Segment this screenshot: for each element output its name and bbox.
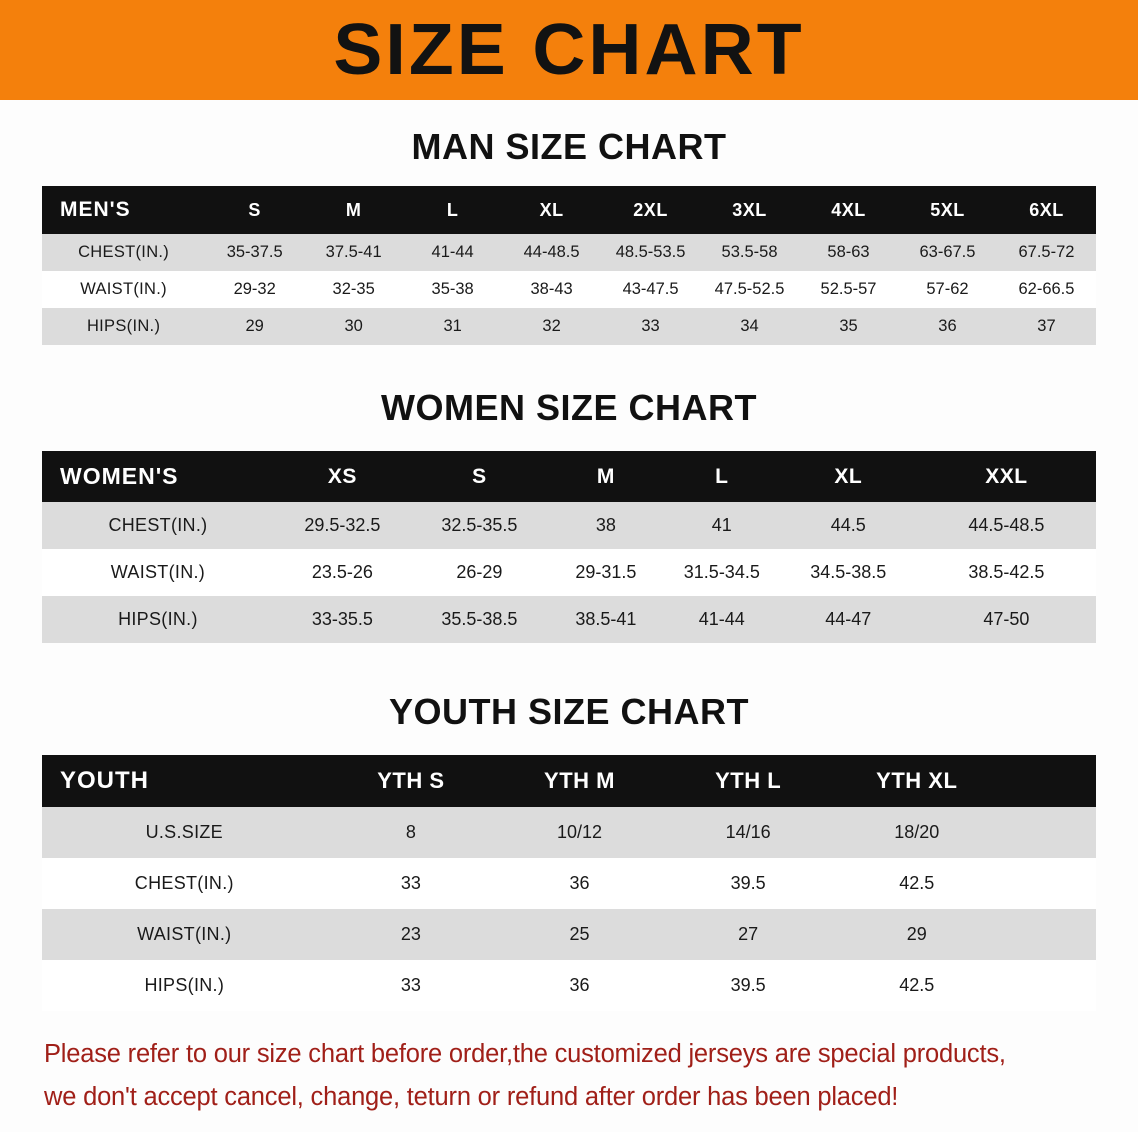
women-row-1-label: WAIST(IN.) xyxy=(42,549,274,596)
youth-row-2-cell-0: 23 xyxy=(327,909,496,960)
women-header-cell-5: XL xyxy=(780,451,917,502)
youth-row-1-spacer xyxy=(1001,858,1096,909)
man-header-cell-8: 5XL xyxy=(898,186,997,234)
youth-row-0-label: U.S.SIZE xyxy=(42,807,327,858)
man-row-0-cell-8: 67.5-72 xyxy=(997,234,1096,271)
youth-header-cell-3: YTH L xyxy=(664,755,833,807)
table-row xyxy=(42,807,1096,858)
youth-row-2-cell-1: 25 xyxy=(495,909,664,960)
women-header-cell-1: XS xyxy=(274,451,411,502)
man-header-cell-1: S xyxy=(205,186,304,234)
youth-header-cell-4: YTH XL xyxy=(832,755,1001,807)
man-header-cell-5: 2XL xyxy=(601,186,700,234)
table-row xyxy=(42,502,1096,549)
table-header-row xyxy=(42,186,1096,234)
women-row-2-cell-3: 41-44 xyxy=(664,596,780,643)
table-row xyxy=(42,858,1096,909)
women-row-2-cell-2: 38.5-41 xyxy=(548,596,664,643)
man-row-1-cell-3: 38-43 xyxy=(502,271,601,308)
youth-row-2-cell-2: 27 xyxy=(664,909,833,960)
man-header-cell-7: 4XL xyxy=(799,186,898,234)
table-row xyxy=(42,909,1096,960)
women-row-1-cell-0: 23.5-26 xyxy=(274,549,411,596)
youth-row-3-cell-1: 36 xyxy=(495,960,664,1011)
youth-header-cell-1: YTH S xyxy=(327,755,496,807)
youth-row-3-label: HIPS(IN.) xyxy=(42,960,327,1011)
women-row-0-label: CHEST(IN.) xyxy=(42,502,274,549)
man-header-cell-4: XL xyxy=(502,186,601,234)
youth-row-2-spacer xyxy=(1001,909,1096,960)
man-row-1-cell-7: 57-62 xyxy=(898,271,997,308)
man-row-1-label: WAIST(IN.) xyxy=(42,271,205,308)
man-header-cell-6: 3XL xyxy=(700,186,799,234)
man-row-1-cell-1: 32-35 xyxy=(304,271,403,308)
youth-header-cell-0: YOUTH xyxy=(42,755,327,807)
man-row-2-label: HIPS(IN.) xyxy=(42,308,205,345)
women-row-2-cell-4: 44-47 xyxy=(780,596,917,643)
table-header-row xyxy=(42,755,1096,807)
women-table-wrapper xyxy=(0,451,1138,643)
youth-row-3-spacer xyxy=(1001,960,1096,1011)
man-row-0-cell-0: 35-37.5 xyxy=(205,234,304,271)
women-row-0-cell-3: 41 xyxy=(664,502,780,549)
youth-row-2-cell-3: 29 xyxy=(832,909,1001,960)
man-row-2-cell-3: 32 xyxy=(502,308,601,345)
man-row-1-cell-2: 35-38 xyxy=(403,271,502,308)
man-table-wrapper xyxy=(0,186,1138,345)
youth-row-1-label: CHEST(IN.) xyxy=(42,858,327,909)
man-header-cell-0: MEN'S xyxy=(42,186,205,234)
man-row-2-cell-5: 34 xyxy=(700,308,799,345)
disclaimer-line-2: we don't accept cancel, change, teturn or refund after order has been placed! xyxy=(44,1083,899,1112)
man-row-0-cell-4: 48.5-53.5 xyxy=(601,234,700,271)
man-row-0-cell-5: 53.5-58 xyxy=(700,234,799,271)
man-row-2-cell-7: 36 xyxy=(898,308,997,345)
man-row-1-cell-4: 43-47.5 xyxy=(601,271,700,308)
table-row xyxy=(42,549,1096,596)
youth-size-table xyxy=(42,755,1096,1011)
man-row-2-cell-0: 29 xyxy=(205,308,304,345)
disclaimer-note xyxy=(44,1033,1098,1120)
women-header-cell-4: L xyxy=(664,451,780,502)
youth-row-1-cell-1: 36 xyxy=(495,858,664,909)
man-row-2-cell-8: 37 xyxy=(997,308,1096,345)
disclaimer-line-1: Please refer to our size chart before order,the customized jerseys are special products, xyxy=(44,1040,1006,1068)
women-row-0-cell-5: 44.5-48.5 xyxy=(917,502,1096,549)
man-row-1-cell-0: 29-32 xyxy=(205,271,304,308)
youth-row-0-cell-3: 18/20 xyxy=(832,807,1001,858)
women-row-2-cell-0: 33-35.5 xyxy=(274,596,411,643)
man-row-2-cell-6: 35 xyxy=(799,308,898,345)
man-row-2-cell-1: 30 xyxy=(304,308,403,345)
women-row-1-cell-3: 31.5-34.5 xyxy=(664,549,780,596)
women-row-2-label: HIPS(IN.) xyxy=(42,596,274,643)
table-row xyxy=(42,596,1096,643)
women-row-0-cell-1: 32.5-35.5 xyxy=(411,502,548,549)
youth-row-0-cell-1: 10/12 xyxy=(495,807,664,858)
women-size-table xyxy=(42,451,1096,643)
women-row-1-cell-1: 26-29 xyxy=(411,549,548,596)
women-header-cell-0: WOMEN'S xyxy=(42,451,274,502)
youth-row-0-spacer xyxy=(1001,807,1096,858)
table-row xyxy=(42,271,1096,308)
page-banner xyxy=(0,0,1138,100)
table-row xyxy=(42,234,1096,271)
man-row-0-cell-3: 44-48.5 xyxy=(502,234,601,271)
man-header-cell-3: L xyxy=(403,186,502,234)
youth-row-0-cell-0: 8 xyxy=(327,807,496,858)
women-section-heading: WOMEN SIZE CHART xyxy=(381,387,757,428)
man-row-2-cell-4: 33 xyxy=(601,308,700,345)
youth-row-2-label: WAIST(IN.) xyxy=(42,909,327,960)
youth-row-3-cell-3: 42.5 xyxy=(832,960,1001,1011)
man-section-heading: MAN SIZE CHART xyxy=(411,126,727,167)
man-row-1-cell-6: 52.5-57 xyxy=(799,271,898,308)
women-row-2-cell-5: 47-50 xyxy=(917,596,1096,643)
man-row-0-cell-6: 58-63 xyxy=(799,234,898,271)
table-header-row xyxy=(42,451,1096,502)
man-row-0-cell-2: 41-44 xyxy=(403,234,502,271)
man-row-0-cell-1: 37.5-41 xyxy=(304,234,403,271)
youth-row-3-cell-0: 33 xyxy=(327,960,496,1011)
man-header-cell-2: M xyxy=(304,186,403,234)
page-title: SIZE CHART xyxy=(333,10,805,90)
youth-row-0-cell-2: 14/16 xyxy=(664,807,833,858)
youth-row-1-cell-0: 33 xyxy=(327,858,496,909)
women-header-cell-2: S xyxy=(411,451,548,502)
women-row-1-cell-4: 34.5-38.5 xyxy=(780,549,917,596)
youth-section-heading: YOUTH SIZE CHART xyxy=(388,691,749,732)
women-row-1-cell-2: 29-31.5 xyxy=(548,549,664,596)
man-row-0-label: CHEST(IN.) xyxy=(42,234,205,271)
table-row xyxy=(42,308,1096,345)
youth-row-1-cell-3: 42.5 xyxy=(832,858,1001,909)
youth-row-1-cell-2: 39.5 xyxy=(664,858,833,909)
women-row-0-cell-0: 29.5-32.5 xyxy=(274,502,411,549)
women-header-cell-6: XXL xyxy=(917,451,1096,502)
man-row-1-cell-8: 62-66.5 xyxy=(997,271,1096,308)
man-row-0-cell-7: 63-67.5 xyxy=(898,234,997,271)
man-row-2-cell-2: 31 xyxy=(403,308,502,345)
youth-table-wrapper xyxy=(0,755,1138,1011)
man-row-1-cell-5: 47.5-52.5 xyxy=(700,271,799,308)
man-size-table xyxy=(42,186,1096,345)
youth-header-cell-2: YTH M xyxy=(495,755,664,807)
table-row xyxy=(42,960,1096,1011)
women-row-0-cell-4: 44.5 xyxy=(780,502,917,549)
man-header-cell-9: 6XL xyxy=(997,186,1096,234)
women-row-0-cell-2: 38 xyxy=(548,502,664,549)
women-header-cell-3: M xyxy=(548,451,664,502)
youth-header-spacer xyxy=(1001,755,1096,807)
youth-row-3-cell-2: 39.5 xyxy=(664,960,833,1011)
women-row-1-cell-5: 38.5-42.5 xyxy=(917,549,1096,596)
women-row-2-cell-1: 35.5-38.5 xyxy=(411,596,548,643)
